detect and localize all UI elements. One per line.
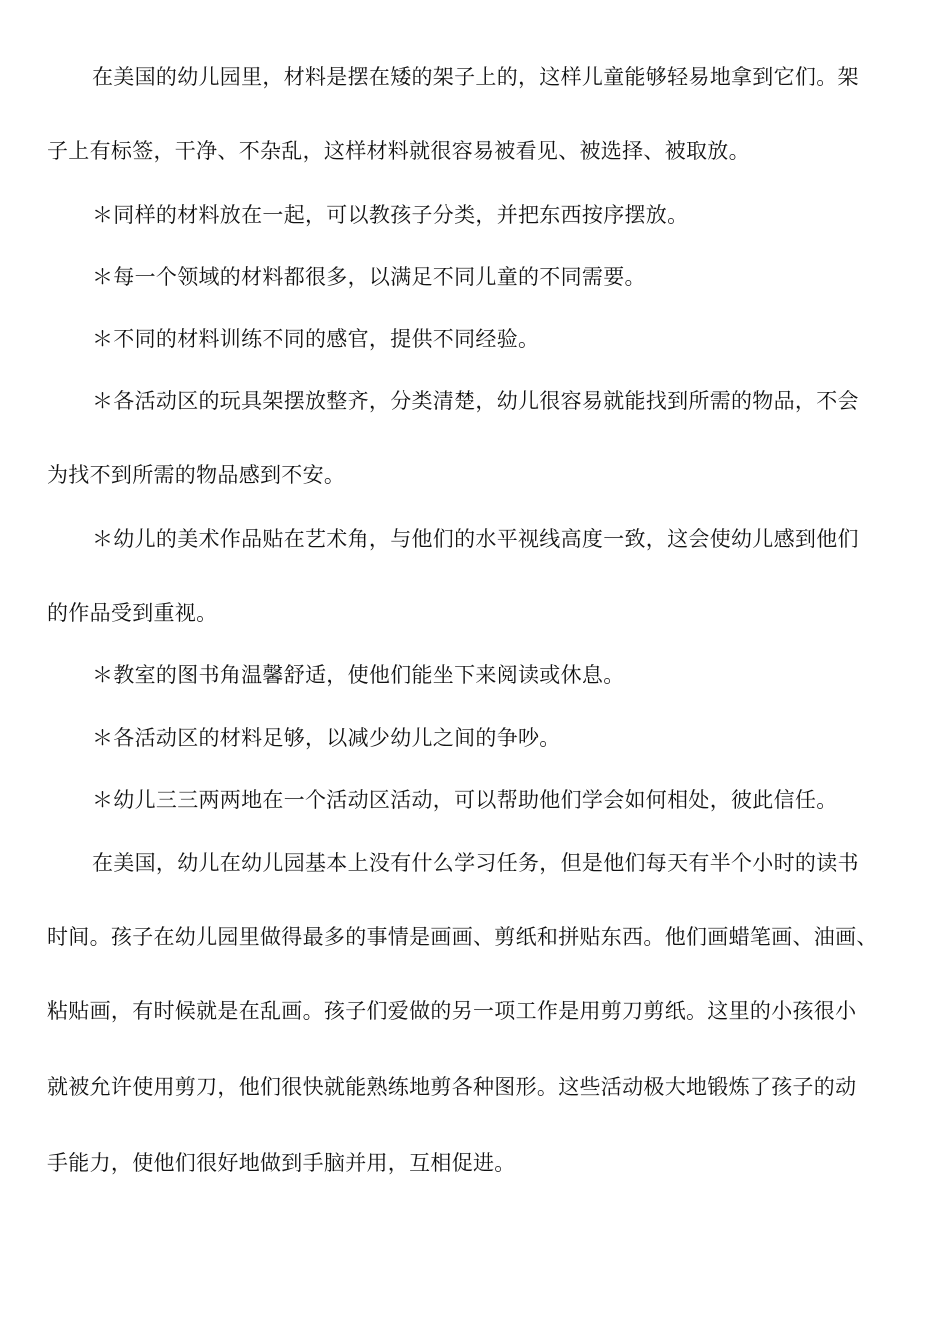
bullet-item: ＊幼儿的美术作品贴在艺术角，与他们的水平视线高度一致，这会使幼儿感到他们 xyxy=(92,527,859,551)
bullet-item: ＊同样的材料放在一起，可以教孩子分类，并把东西按序摆放。 xyxy=(92,203,689,227)
bullet-item: ＊教室的图书角温馨舒适，使他们能坐下来阅读或休息。 xyxy=(92,663,625,687)
bullet-item-continuation: 为找不到所需的物品感到不安。 xyxy=(47,463,346,487)
bullet-item: ＊不同的材料训练不同的感官，提供不同经验。 xyxy=(92,327,540,351)
paragraph-line: 手能力，使他们很好地做到手脑并用，互相促进。 xyxy=(47,1151,516,1175)
paragraph-line: 子上有标签，干净、不杂乱，这样材料就很容易被看见、被选择、被取放。 xyxy=(47,139,750,163)
bullet-item: ＊幼儿三三两两地在一个活动区活动，可以帮助他们学会如何相处，彼此信任。 xyxy=(92,788,838,812)
paragraph-line: 就被允许使用剪刀，他们很快就能熟练地剪各种图形。这些活动极大地锻炼了孩子的动 xyxy=(47,1075,857,1099)
paragraph-line: 时间。孩子在幼儿园里做得最多的事情是画画、剪纸和拼贴东西。他们画蜡笔画、油画、 xyxy=(47,925,878,949)
paragraph-line: 在美国，幼儿在幼儿园基本上没有什么学习任务，但是他们每天有半个小时的读书 xyxy=(92,851,859,875)
bullet-item: ＊各活动区的玩具架摆放整齐，分类清楚，幼儿很容易就能找到所需的物品，不会 xyxy=(92,389,859,413)
paragraph-line: 粘贴画，有时候就是在乱画。孩子们爱做的另一项工作是用剪刀剪纸。这里的小孩很小 xyxy=(47,999,857,1023)
bullet-item: ＊各活动区的材料足够，以减少幼儿之间的争吵。 xyxy=(92,726,561,750)
bullet-item-continuation: 的作品受到重视。 xyxy=(47,601,218,625)
bullet-item: ＊每一个领域的材料都很多，以满足不同儿童的不同需要。 xyxy=(92,265,646,289)
paragraph-line: 在美国的幼儿园里，材料是摆在矮的架子上的，这样儿童能够轻易地拿到它们。架 xyxy=(92,65,859,89)
